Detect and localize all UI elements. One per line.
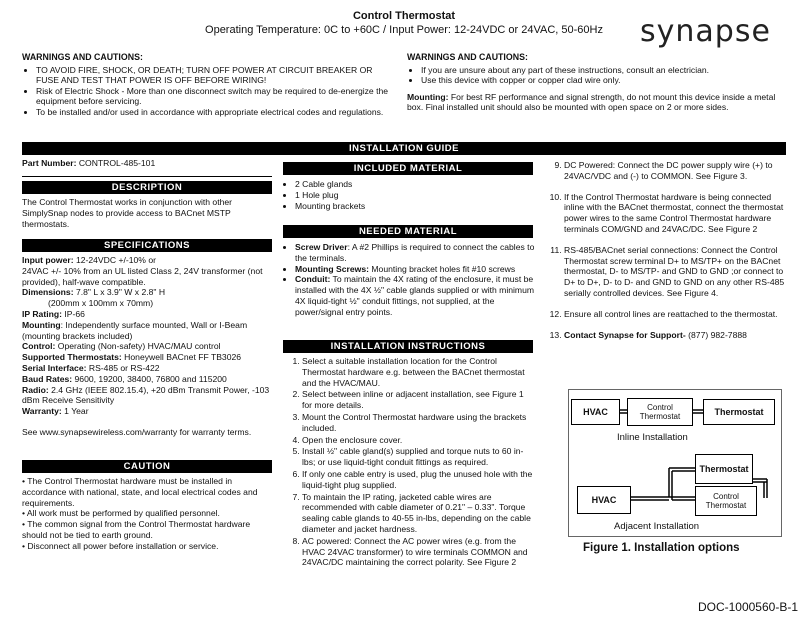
- needed-material-heading: NEEDED MATERIAL: [283, 225, 533, 238]
- document-title: Control Thermostat: [352, 10, 456, 22]
- mounting-note: Mounting: For best RF performance and signal strength, do not mount this device inside a metal box. Final installed unit should also be mounted with open space on 2 or more sides.: [407, 91, 776, 113]
- warning-item: • To be installed and/or used in accordance with appropriate electrical codes and regulations.: [36, 107, 392, 118]
- warning-item: • TO AVOID FIRE, SHOCK, OR DEATH; TURN OFF POWER AT CIRCUIT BREAKER OR FUSE AND TEST THAT POWER IS OFF BEFORE WIRING!: [36, 65, 392, 86]
- warnings-right: [407, 52, 782, 113]
- figure-1-title: Figure 1. Installation options: [583, 542, 740, 554]
- inline-hvac-box: HVAC: [571, 399, 620, 425]
- adjacent-installation-caption: Adjacent Installation: [614, 521, 700, 532]
- warnings-left-heading: WARNINGS AND CAUTIONS:: [22, 52, 143, 62]
- included-material-heading: INCLUDED MATERIAL: [283, 162, 533, 175]
- adjacent-thermostat-box: Thermostat: [695, 454, 753, 484]
- warnings-right-heading: WARNINGS AND CAUTIONS:: [407, 52, 528, 62]
- warning-item: • Risk of Electric Shock - More than one disconnect switch may be required to de-energize the equipment before servicing.: [36, 86, 392, 107]
- needed-material-list: • Screw Driver: A #2 Phillips is required to connect the cables to the terminals. • Mounting Screws: Mounting bracket holes fit #10 screws • Conduit: To maintain the 4X rating of the enclosure, it must be installed with the 4X ½" cable glands supplied or with minimum 4X liquid-tight ½" conduit fittings, not supplied, at the power/signal entry points.: [283, 242, 535, 318]
- part-number: Part Number: CONTROL-485-101: [22, 158, 156, 168]
- caution-body: • The Control Thermostat hardware must be installed in accordance with national, state, and local electrical codes and requirements. • All work must be performed by qualified personnel. • The common signal from the Control Thermostat hardware should not be tied to earth ground. • Disconnect all power before installation or service.: [22, 476, 258, 551]
- instructions-list-2: 9. DC Powered: Connect the DC power supply wire (+) to 24VAC/VDC and (-) to COMMON. See Figure 3. 10. If the Control Thermostat hardware is being connected inline with the BACnet thermostat, connect the thermostat power wires to the same Control Thermostat hardware terminals COM/GND and 24VAC/DC. See Figure 2 11. RS-485/BACnet serial connections: Connect the Control Thermostat screw terminal D+ to MS/TP+ on the BACnet thermostat, D- to MS/TP- and GND to GND ;or connect to D+ to D+, D- to D- and GND to GND on any other RS-485 serially controlled devices. See Figure 4. 12. Ensure all control lines are reattached to the thermostat. 13. Contact Synapse for Support- (877) 982-7888: [540, 160, 790, 341]
- inline-control-thermostat-box: Control Thermostat: [627, 398, 693, 426]
- installation-instructions-heading: INSTALLATION INSTRUCTIONS: [283, 340, 533, 353]
- description-heading: DESCRIPTION: [22, 181, 272, 194]
- inline-thermostat-box: Thermostat: [703, 399, 775, 425]
- adjacent-hvac-box: HVAC: [577, 486, 631, 514]
- specifications-body: Input power: 12-24VDC +/-10% or 24VAC +/- 10% from an UL listed Class 2, 24V transformer (not provided), half-wave compatible. Dimensions: 7.8" L x 3.9" W x 2.8" H (200mm x 100mm x 70mm) IP Rating: IP-66 Mounting: Independently surface mounted, Wall or I-Beam (mounting brackets included) Control: Operating (Non-safety) HVAC/MAU control Supported Thermostats: Honeywell BACnet FF TB3026 Serial Interface: RS-485 or RS-422 Baud Rates: 9600, 19200, 38400, 76800 and 115200 Radio: 2.4 GHz (IEEE 802.15.4), +20 dBm Transmit Power, -103 dBm Receive Sensitivity Warranty: 1 Year See www.synapsewireless.com/warranty for warranty terms.: [22, 255, 274, 438]
- included-material-list: • 2 Cable glands • 1 Hole plug • Mounting brackets: [283, 179, 533, 211]
- caution-heading: CAUTION: [22, 460, 272, 473]
- installation-guide-bar: INSTALLATION GUIDE: [22, 142, 786, 155]
- specifications-heading: SPECIFICATIONS: [22, 239, 272, 252]
- inline-installation-caption: Inline Installation: [617, 432, 688, 443]
- installation-diagram: [568, 389, 782, 537]
- synapse-logo: synapse: [640, 14, 771, 49]
- description-text: The Control Thermostat works in conjunction with other SimplySnap nodes to provide access to BACnet MSTP thermostats.: [22, 197, 233, 229]
- warnings-left: [22, 52, 392, 118]
- adjacent-control-thermostat-box: Control Thermostat: [695, 486, 757, 516]
- warning-item: • If you are unsure about any part of these instructions, consult an electrician.: [421, 65, 782, 76]
- instructions-list-1: 1. Select a suitable installation location for the Control Thermostat hardware e.g. between the BACnet thermostat and the HVAC/MAU. 2. Select between inline or adjacent installation, see Figure 1 for more details. 3. Mount the Control Thermostat hardware using the brackets included. 4. Open the enclosure cover. 5. Install ½" cable gland(s) supplied and torque nuts to 60 in-lbs; or use liquid-tight conduit fittings as required. 6. If only one cable entry is used, plug the unused hole with the liquid-tight plug supplied. 7. To maintain the IP rating, jacketed cable wires are recommended with cable diameter of 0.21" – 0.33". Torque sealing cable glands to 40-55 in-lbs, depending on the cable diameter and jacket hardness. 8. AC powered: Connect the AC power wires (e.g. from the HVAC 24VAC transformer) to wire terminals COMMON and 24VAC/DC maintaining the correct polarity. See Figure 2: [278, 356, 536, 569]
- document-subtitle: Operating Temperature: 0C to +60C / Input Power: 12-24VDC or 24VAC, 50-60Hz: [205, 24, 603, 36]
- warranty-link[interactable]: See www.synapsewireless.com/warranty for warranty terms.: [22, 426, 252, 437]
- document-number: DOC-1000560-B-1: [697, 600, 798, 614]
- warning-item: • Use this device with copper or copper clad wire only.: [421, 75, 782, 86]
- divider: [22, 176, 272, 177]
